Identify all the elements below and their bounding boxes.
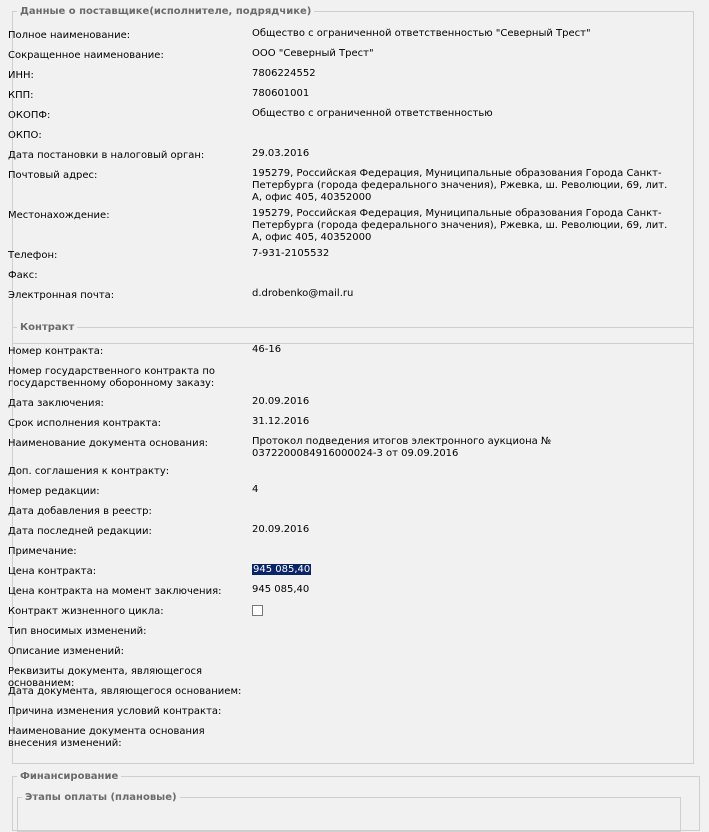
field-label: Примечание: <box>8 546 77 557</box>
field-label: Цена контракта на момент заключения: <box>8 586 222 597</box>
field-label: Реквизиты документа, являющегося основанием: <box>8 666 203 689</box>
field-label: Дата постановки в налоговый орган: <box>8 150 205 161</box>
field-value: Общество с ограниченной ответственностью <box>252 108 493 119</box>
field-label: Номер государственного контракта по государственному оборонному заказу: <box>8 366 215 389</box>
field-label: Срок исполнения контракта: <box>8 418 161 429</box>
field-label: Электронная почта: <box>8 290 115 301</box>
field-value: 46-16 <box>252 344 282 355</box>
field-value: 4 <box>252 484 259 495</box>
contract-legend: Контракт <box>20 322 75 333</box>
field-label: Тип вносимых изменений: <box>8 626 147 637</box>
field-value: 20.09.2016 <box>252 396 310 407</box>
field-label: Сокращенное наименование: <box>8 50 164 61</box>
field-label: Цена контракта: <box>8 566 97 577</box>
field-label: Дата добавления в реестр: <box>8 506 152 517</box>
field-label: Доп. соглашения к контракту: <box>8 466 170 477</box>
field-label: Полное наименование: <box>8 30 131 41</box>
field-label: Факс: <box>8 270 38 281</box>
field-label: Местонахождение: <box>8 210 110 221</box>
field-value: 945 085,40 <box>252 584 310 595</box>
field-label: Дата последней редакции: <box>8 526 152 537</box>
field-value: 7-931-2105532 <box>252 248 330 259</box>
field-value: Протокол подведения итогов электронного аукциона № 0372200084916000024-3 от 09.09.2016 <box>252 436 552 459</box>
payment-stages-legend: Этапы оплаты (плановые) <box>25 792 177 803</box>
field-label: ОКОПФ: <box>8 110 51 121</box>
field-value: Общество с ограниченной ответственностью "Северный Трест" <box>252 28 591 39</box>
field-label: Дата заключения: <box>8 398 104 409</box>
field-value: d.drobenko@mail.ru <box>252 288 354 299</box>
field-value: 29.03.2016 <box>252 148 310 159</box>
supplier-legend: Данные о поставщике(исполнителе, подрядчике) <box>20 6 312 17</box>
payment-stages-section <box>17 792 681 832</box>
field-label: Дата документа, являющегося основанием: <box>8 686 242 697</box>
field-value: 195279, Российская Федерация, Муниципальные образования Города Санкт-Петербурга (города федерального значения), Ржевка, ш. Революции, 69, лит. А, офис 405, 40352000 <box>252 168 668 203</box>
field-label: Номер редакции: <box>8 486 100 497</box>
field-label: Наименование документа основания внесения изменений: <box>8 726 205 749</box>
field-label: Наименование документа основания: <box>8 438 208 449</box>
field-value: 780601001 <box>252 88 310 99</box>
field-label: ИНН: <box>8 70 34 81</box>
field-label: Описание изменений: <box>8 646 125 657</box>
field-label: КПП: <box>8 90 34 101</box>
price-value-field[interactable] <box>252 564 670 576</box>
field-label: Номер контракта: <box>8 346 104 357</box>
field-value: 7806224552 <box>252 68 316 79</box>
field-value: 31.12.2016 <box>252 416 310 427</box>
lifecycle-value <box>252 604 670 620</box>
field-value: ООО "Северный Трест" <box>252 48 374 59</box>
field-label: Почтовый адрес: <box>8 170 98 181</box>
lifecycle-checkbox[interactable] <box>252 605 263 616</box>
field-value: 195279, Российская Федерация, Муниципальные образования Города Санкт-Петербурга (города федерального значения), Ржевка, ш. Революции, 69, лит. А, офис 405, 40352000 <box>252 208 668 243</box>
field-label: Контракт жизненного цикла: <box>8 606 164 617</box>
field-label: Причина изменения условий контракта: <box>8 706 222 717</box>
financing-legend: Финансирование <box>20 771 119 782</box>
price-value-selected[interactable]: 945 085,40 <box>253 564 311 575</box>
field-value: 20.09.2016 <box>252 524 310 535</box>
field-label: ОКПО: <box>8 130 42 141</box>
field-label: Телефон: <box>8 250 58 261</box>
